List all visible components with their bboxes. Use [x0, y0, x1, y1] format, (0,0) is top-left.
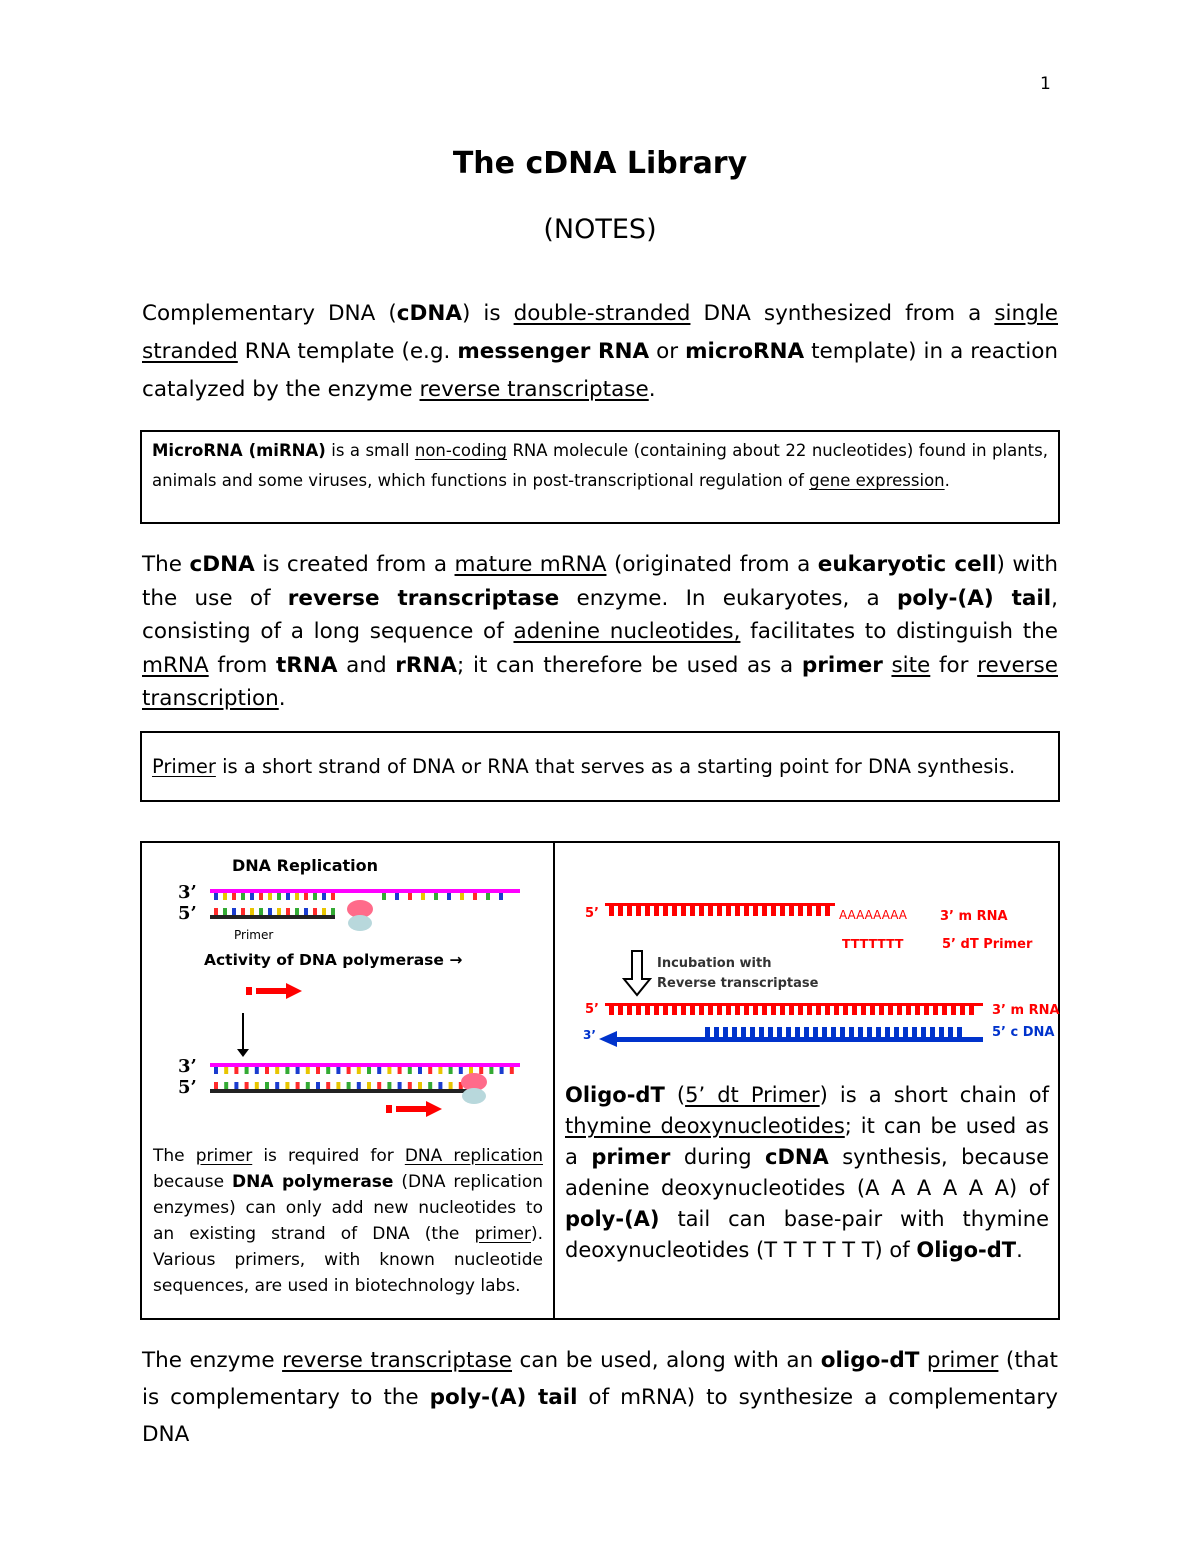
nucleotide-tick [224, 1082, 228, 1089]
nucleotide-tick [618, 1006, 623, 1015]
primer-label: Primer [234, 928, 274, 942]
nucleotide-tick [843, 1006, 848, 1015]
nucleotide-tick [286, 908, 290, 915]
nucleotide-tick [735, 1006, 740, 1015]
dna-replication-heading: DNA Replication [232, 856, 379, 875]
nucleotide-tick [816, 906, 821, 916]
nucleotide-tick [780, 1006, 785, 1015]
nucleotide-tick [408, 893, 412, 900]
cdna-label: 5’ c DNA [992, 1025, 1055, 1040]
nucleotide-tick [924, 1006, 929, 1015]
nucleotide-tick [618, 906, 623, 916]
nucleotide-tick [897, 1006, 902, 1015]
nucleotide-tick [259, 893, 263, 900]
nucleotide-tick [681, 906, 686, 916]
nucleotide-tick [377, 1067, 381, 1074]
nucleotide-tick [382, 893, 386, 900]
nucleotide-tick [690, 906, 695, 916]
nucleotide-tick [313, 893, 317, 900]
nucleotide-tick [316, 1067, 320, 1074]
page-number: 1 [1040, 74, 1051, 94]
template-nucleotides-top [214, 893, 503, 900]
nucleotide-tick [438, 1067, 442, 1074]
nucleotide-tick [870, 1006, 875, 1015]
nucleotide-tick [906, 1006, 911, 1015]
nucleotide-tick [387, 1067, 391, 1074]
nucleotide-tick [304, 893, 308, 900]
red-arrow-top-head [286, 983, 302, 999]
nucleotide-tick [326, 1082, 330, 1089]
cdna-creation-paragraph: The cDNA is created from a mature mRNA (originated from a eukaryotic cell) with the use of reverse transcriptase enzyme. In eukaryotes, a poly-(A) tail, consisting of a long sequence of adenine nucleotides, facilitates to distinguish the mRNA from tRNA and rRNA; it can therefore be used as a primer site for reverse transcription. [142, 552, 1059, 711]
red-arrow-bottom-shaft [396, 1106, 426, 1112]
intro-paragraph: Complementary DNA (cDNA) is double-stranded DNA synthesized from a single stranded RNA template (e.g. messenger RNA or microRNA template) in a reaction catalyzed by the enzyme reverse transcriptase. [142, 301, 1059, 402]
mrna-nucleotides [609, 906, 830, 916]
new-strand-bottom [210, 1089, 480, 1093]
mrna-label: 3’ m RNA [940, 909, 1008, 924]
nucleotide-tick [277, 893, 281, 900]
nucleotide-tick [357, 1067, 361, 1074]
nucleotide-tick [744, 906, 749, 916]
nucleotide-tick [816, 1006, 821, 1015]
nucleotide-tick [367, 1082, 371, 1089]
nucleotide-tick [822, 1027, 827, 1037]
nucleotide-tick [609, 906, 614, 916]
nucleotide-tick [398, 1067, 402, 1074]
polymerase-subunit-bottom [462, 1088, 486, 1104]
nucleotide-tick [831, 1027, 836, 1037]
nucleotide-tick [296, 1082, 300, 1089]
nucleotide-tick [672, 1006, 677, 1015]
poly-a-tail: AAAAAAAA [839, 908, 908, 922]
nucleotide-tick [645, 1006, 650, 1015]
nucleotide-tick [245, 1067, 249, 1074]
primer-nucleotides [214, 908, 335, 915]
nucleotide-tick [357, 1082, 361, 1089]
arrow-tail-mark-top [246, 987, 252, 995]
nucleotide-tick [234, 1067, 238, 1074]
nucleotide-tick [915, 1006, 920, 1015]
nucleotide-tick [762, 1006, 767, 1015]
nucleotide-tick [798, 906, 803, 916]
nucleotide-tick [825, 1006, 830, 1015]
nucleotide-tick [705, 1027, 710, 1037]
nucleotide-tick [234, 1082, 238, 1089]
nucleotide-tick [459, 1067, 463, 1074]
nucleotide-tick [750, 1027, 755, 1037]
template-nucleotides-bottom [214, 1067, 514, 1074]
nucleotide-tick [699, 1006, 704, 1015]
polymerase-subunit-top [348, 915, 372, 931]
nucleotide-tick [223, 893, 227, 900]
nucleotide-tick [726, 1006, 731, 1015]
nucleotide-tick [259, 908, 263, 915]
nucleotide-tick [708, 906, 713, 916]
poly-t-primer: TTTTTTT [842, 936, 904, 951]
nucleotide-tick [777, 1027, 782, 1037]
nucleotide-tick [447, 893, 451, 900]
nucleotide-tick [347, 1067, 351, 1074]
nucleotide-tick [214, 893, 218, 900]
label-3prime-top: 3’ [178, 882, 197, 903]
nucleotide-tick [500, 1067, 504, 1074]
nucleotide-tick [717, 906, 722, 916]
nucleotide-tick [232, 893, 236, 900]
nucleotide-tick [960, 1006, 965, 1015]
nucleotide-tick [768, 1027, 773, 1037]
nucleotide-tick [408, 1067, 412, 1074]
nucleotide-tick [418, 1082, 422, 1089]
nucleotide-tick [858, 1027, 863, 1037]
nucleotide-tick [316, 1082, 320, 1089]
nucleotide-tick [331, 908, 335, 915]
nucleotide-tick [735, 906, 740, 916]
nucleotide-tick [428, 1082, 432, 1089]
nucleotide-tick [250, 908, 254, 915]
nucleotide-tick [473, 893, 477, 900]
incubation-line1: Incubation with [657, 956, 772, 971]
page-title: The cDNA Library [452, 146, 748, 181]
nucleotide-tick [744, 1006, 749, 1015]
nucleotide-tick [489, 1067, 493, 1074]
nucleotide-tick [285, 1082, 289, 1089]
nucleotide-tick [957, 1027, 962, 1037]
nucleotide-tick [285, 1067, 289, 1074]
nucleotide-tick [336, 1082, 340, 1089]
nucleotide-tick [250, 893, 254, 900]
label-5prime-bottom: 5’ [178, 1077, 197, 1098]
nucleotide-tick [948, 1027, 953, 1037]
nucleotide-tick [714, 1027, 719, 1037]
cdna-strand [615, 1037, 983, 1042]
nucleotide-tick [224, 1067, 228, 1074]
incubation-arrow [624, 951, 650, 995]
synthesized-nucleotides [214, 1082, 473, 1089]
nucleotide-tick [479, 1067, 483, 1074]
nucleotide-tick [861, 1006, 866, 1015]
nucleotide-tick [434, 893, 438, 900]
nucleotide-tick [753, 906, 758, 916]
nucleotide-tick [265, 1082, 269, 1089]
red-arrow-bottom-head [426, 1101, 442, 1117]
nucleotide-tick [387, 1082, 391, 1089]
mrna-backbone [605, 903, 835, 906]
nucleotide-tick [681, 1006, 686, 1015]
mrna-label-hybrid: 3’ m RNA [992, 1003, 1060, 1018]
nucleotide-tick [894, 1027, 899, 1037]
reverse-transcriptase-paragraph: The enzyme reverse transcriptase can be used, along with an oligo-dT primer (that is complementary to the poly-(A) tail of mRNA) to synthesize a complementary DNA [142, 1348, 1058, 1447]
nucleotide-tick [214, 1082, 218, 1089]
nucleotide-tick [771, 906, 776, 916]
cdna-nucleotides [705, 1027, 962, 1037]
nucleotide-tick [888, 1006, 893, 1015]
nucleotide-tick [789, 1006, 794, 1015]
nucleotide-tick [326, 1067, 330, 1074]
nucleotide-tick [275, 1082, 279, 1089]
nucleotide-tick [654, 906, 659, 916]
nucleotide-tick [903, 1027, 908, 1037]
nucleotide-tick [268, 893, 272, 900]
nucleotide-tick [322, 893, 326, 900]
nucleotide-tick [636, 1006, 641, 1015]
label-3prime-cdna: 3’ [583, 1028, 596, 1042]
nucleotide-tick [296, 1067, 300, 1074]
nucleotide-tick [807, 906, 812, 916]
nucleotide-tick [732, 1027, 737, 1037]
nucleotide-tick [421, 893, 425, 900]
nucleotide-tick [277, 908, 281, 915]
nucleotide-tick [609, 1006, 614, 1015]
nucleotide-tick [331, 893, 335, 900]
nucleotide-tick [275, 1067, 279, 1074]
nucleotide-tick [469, 1067, 473, 1074]
nucleotide-tick [876, 1027, 881, 1037]
nucleotide-tick [699, 906, 704, 916]
nucleotide-tick [510, 1067, 514, 1074]
nucleotide-tick [912, 1027, 917, 1037]
oligo-dt-caption: Oligo-dT (5’ dt Primer) is a short chain of thymine deoxynucleotides; it can be used as a primer during cDNA synthesis, because adenine deoxynucleotides (A A A A A A) of poly-(A) tail can base-pair with thymine deoxynucleotides (T T T T T T) of Oligo-dT. [565, 1083, 1049, 1262]
nucleotide-tick [663, 906, 668, 916]
nucleotide-tick [708, 1006, 713, 1015]
incubation-line2: Reverse transcriptase [657, 976, 819, 991]
nucleotide-tick [295, 908, 299, 915]
nucleotide-tick [223, 908, 227, 915]
nucleotide-tick [486, 893, 490, 900]
nucleotide-tick [377, 1082, 381, 1089]
primer-caption: The primer is required for DNA replication because DNA polymerase (DNA replication enzymes) can only add new nucleotides to an existing strand of DNA (the primer). Various primers, with known nucleotide sequences, are used in biotechnology labs. [153, 1146, 544, 1296]
label-5prime-hybrid: 5’ [585, 1002, 599, 1017]
arrow-tail-mark-bottom [386, 1105, 392, 1113]
nucleotide-tick [654, 1006, 659, 1015]
nucleotide-tick [232, 908, 236, 915]
nucleotide-tick [852, 1006, 857, 1015]
nucleotide-tick [753, 1006, 758, 1015]
nucleotide-tick [245, 1082, 249, 1089]
nucleotide-tick [265, 1067, 269, 1074]
nucleotide-tick [969, 1006, 974, 1015]
nucleotide-tick [930, 1027, 935, 1037]
nucleotide-tick [834, 1006, 839, 1015]
nucleotide-tick [347, 1082, 351, 1089]
nucleotide-tick [255, 1082, 259, 1089]
nucleotide-tick [951, 1006, 956, 1015]
nucleotide-tick [241, 893, 245, 900]
nucleotide-tick [214, 1067, 218, 1074]
nucleotide-tick [840, 1027, 845, 1037]
nucleotide-tick [813, 1027, 818, 1037]
nucleotide-tick [398, 1082, 402, 1089]
template-strand-bottom [210, 1063, 520, 1067]
nucleotide-tick [780, 906, 785, 916]
nucleotide-tick [663, 1006, 668, 1015]
page-subtitle: (NOTES) [543, 214, 657, 245]
nucleotide-tick [921, 1027, 926, 1037]
nucleotide-tick [825, 906, 830, 916]
nucleotide-tick [306, 1067, 310, 1074]
nucleotide-tick [645, 906, 650, 916]
nucleotide-tick [672, 906, 677, 916]
mirna-definition-box: MicroRNA (miRNA) is a small non-coding RNA molecule (containing about 22 nucleotides) found in plants, animals and some viruses, which functions in post-transcriptional regulation of gene expression. [140, 430, 1060, 524]
nucleotide-tick [322, 908, 326, 915]
nucleotide-tick [741, 1027, 746, 1037]
nucleotide-tick [636, 906, 641, 916]
nucleotide-tick [723, 1027, 728, 1037]
nucleotide-tick [304, 908, 308, 915]
nucleotide-tick [939, 1027, 944, 1037]
nucleotide-tick [627, 906, 632, 916]
nucleotide-tick [933, 1006, 938, 1015]
nucleotide-tick [804, 1027, 809, 1037]
nucleotide-tick [306, 1082, 310, 1089]
nucleotide-tick [460, 893, 464, 900]
nucleotide-tick [867, 1027, 872, 1037]
hybrid-mrna-nucleotides [609, 1006, 974, 1015]
nucleotide-tick [690, 1006, 695, 1015]
nucleotide-tick [295, 893, 299, 900]
label-3prime-bottom: 3’ [178, 1056, 197, 1077]
label-5prime-mrna: 5’ [585, 906, 599, 921]
cdna-arrow-head [599, 1031, 617, 1047]
down-arrow-head [237, 1049, 249, 1057]
nucleotide-tick [395, 893, 399, 900]
nucleotide-tick [798, 1006, 803, 1015]
nucleotide-tick [795, 1027, 800, 1037]
nucleotide-tick [807, 1006, 812, 1015]
nucleotide-tick [499, 893, 503, 900]
nucleotide-tick [438, 1082, 442, 1089]
nucleotide-tick [627, 1006, 632, 1015]
nucleotide-tick [849, 1027, 854, 1037]
nucleotide-tick [428, 1067, 432, 1074]
nucleotide-tick [762, 906, 767, 916]
nucleotide-tick [885, 1027, 890, 1037]
nucleotide-tick [214, 908, 218, 915]
nucleotide-tick [789, 906, 794, 916]
dt-primer-label: 5’ dT Primer [942, 937, 1033, 952]
nucleotide-tick [759, 1027, 764, 1037]
label-5prime-top: 5’ [178, 903, 197, 924]
nucleotide-tick [942, 1006, 947, 1015]
nucleotide-tick [255, 1067, 259, 1074]
nucleotide-tick [786, 1027, 791, 1037]
template-strand-top [210, 889, 520, 893]
nucleotide-tick [717, 1006, 722, 1015]
nucleotide-tick [418, 1067, 422, 1074]
red-arrow-top-shaft [256, 988, 286, 994]
nucleotide-tick [336, 1067, 340, 1074]
figure-table [140, 841, 1060, 1320]
primer-definition-box: Primer is a short strand of DNA or RNA that serves as a starting point for DNA synthesis. [140, 731, 1060, 802]
nucleotide-tick [771, 1006, 776, 1015]
dna-replication-diagram [142, 843, 552, 1143]
nucleotide-tick [449, 1082, 453, 1089]
nucleotide-tick [879, 1006, 884, 1015]
new-strand-top [210, 915, 335, 919]
nucleotide-tick [313, 908, 317, 915]
hybrid-mrna-backbone [605, 1003, 983, 1006]
nucleotide-tick [367, 1067, 371, 1074]
activity-label: Activity of DNA polymerase → [204, 951, 463, 969]
nucleotide-tick [286, 893, 290, 900]
nucleotide-tick [449, 1067, 453, 1074]
nucleotide-tick [268, 908, 272, 915]
nucleotide-tick [726, 906, 731, 916]
nucleotide-tick [408, 1082, 412, 1089]
oligo-dt-diagram [555, 843, 1060, 1073]
nucleotide-tick [241, 908, 245, 915]
